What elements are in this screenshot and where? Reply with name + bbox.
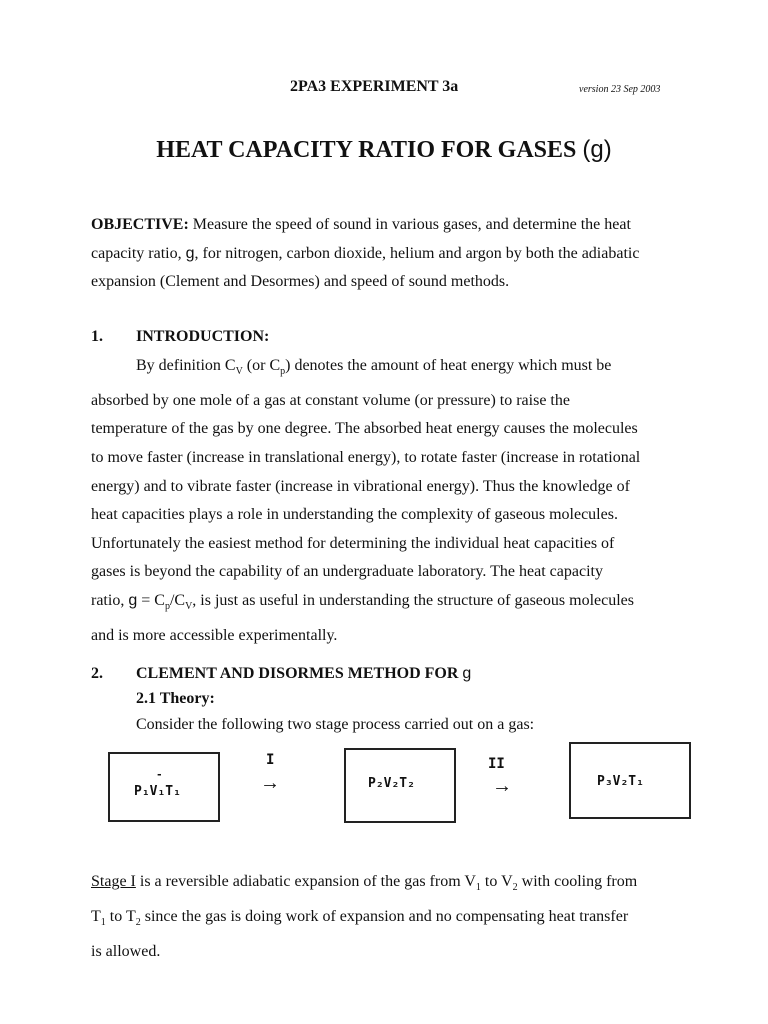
section-2-heading-text: CLEMENT AND DISORMES METHOD FOR (136, 665, 459, 682)
title-symbol: (g) (582, 136, 612, 163)
section-1-heading: INTRODUCTION: (136, 328, 270, 345)
state-box-1 (108, 752, 220, 822)
gamma-symbol: g (185, 244, 195, 262)
stage-1-term: Stage I (91, 873, 136, 890)
objective-text: expansion (Clement and Desormes) and speed of sound methods. (91, 273, 510, 291)
subscript: p (280, 366, 286, 378)
subscript: 2 (512, 882, 518, 894)
intro-text: heat capacities plays a role in understanding the complexity of gaseous molecules. (91, 506, 618, 524)
objective-text: capacity ratio, (91, 244, 182, 262)
stage-text: is a reversible adiabatic expansion of the gas from V (135, 873, 476, 890)
section-2-number: 2. (91, 665, 103, 682)
stage-text: to T (105, 907, 136, 925)
intro-text: gases is beyond the capability of an undergraduate laboratory. The heat capacity (91, 563, 603, 581)
intro-text: (or C (242, 357, 281, 374)
intro-text: By definition C (136, 357, 236, 374)
section-2-heading (136, 665, 471, 683)
stage-text: is allowed. (91, 942, 161, 960)
stage-text: with cooling from (517, 873, 638, 890)
gamma-symbol: g (128, 591, 138, 609)
intro-text: /C (169, 591, 186, 609)
objective-paragraph (91, 211, 681, 297)
intro-text: ) denotes the amount of heat energy which must be (285, 357, 612, 374)
intro-text: and is more accessible experimentally. (91, 626, 338, 644)
introduction-paragraph (91, 352, 681, 650)
objective-text: Measure the speed of sound in various gases, and determine the heat (192, 216, 631, 233)
intro-text: = C (137, 591, 165, 609)
intro-text: absorbed by one mole of a gas at constant volume (or pressure) to raise the (91, 391, 570, 409)
subscript: V (235, 366, 243, 378)
state-label-3: P₃V₂T₁ (597, 774, 644, 789)
state-box-3 (569, 742, 691, 819)
objective-label: OBJECTIVE: (91, 216, 189, 233)
intro-text: energy) and to vibrate faster (increase in vibrational energy). Thus the knowledge of (91, 477, 630, 495)
gamma-symbol: g (462, 665, 472, 682)
stage-1-paragraph (91, 868, 681, 966)
intro-text: Unfortunately the easiest method for determining the individual heat capacities of (91, 534, 615, 552)
stage-text: T (91, 907, 101, 925)
intro-text: ratio, (91, 591, 125, 609)
stage-2-label: II (488, 756, 505, 772)
subscript: 1 (475, 882, 481, 894)
subsection-2-1-heading: 2.1 Theory: (136, 690, 215, 707)
intro-text: temperature of the gas by one degree. The absorbed heat energy causes the molecules (91, 420, 638, 438)
version-note: version 23 Sep 2003 (579, 84, 661, 95)
stage-text: to V (480, 873, 513, 890)
page-title (0, 136, 768, 164)
overbar-mark: - (156, 768, 163, 781)
subscript: V (185, 601, 193, 613)
title-main: HEAT CAPACITY RATIO FOR GASES (156, 137, 577, 163)
stage-1-label: I (266, 752, 275, 768)
state-label-1: P₁V₁T₁ (134, 784, 181, 799)
theory-intro: Consider the following two stage process carried out on a gas: (136, 716, 535, 733)
subscript: 2 (135, 916, 141, 928)
experiment-id: 2PA3 EXPERIMENT 3a (290, 78, 459, 95)
section-1-number: 1. (91, 328, 103, 345)
stage-text: since the gas is doing work of expansion and no compensating heat transfer (140, 907, 629, 925)
subscript: 1 (100, 916, 106, 928)
right-arrow-icon: → (260, 772, 280, 794)
intro-text: to move faster (increase in translational energy), to rotate faster (increase in rotational (91, 448, 641, 466)
intro-text: , is just as useful in understanding the structure of gaseous molecules (192, 591, 634, 609)
state-box-2 (344, 748, 456, 823)
right-arrow-icon: → (492, 775, 512, 797)
state-label-2: P₂V₂T₂ (368, 776, 415, 791)
subscript: p (164, 601, 170, 613)
objective-text: , for nitrogen, carbon dioxide, helium and argon by both the adiabatic (194, 244, 640, 262)
